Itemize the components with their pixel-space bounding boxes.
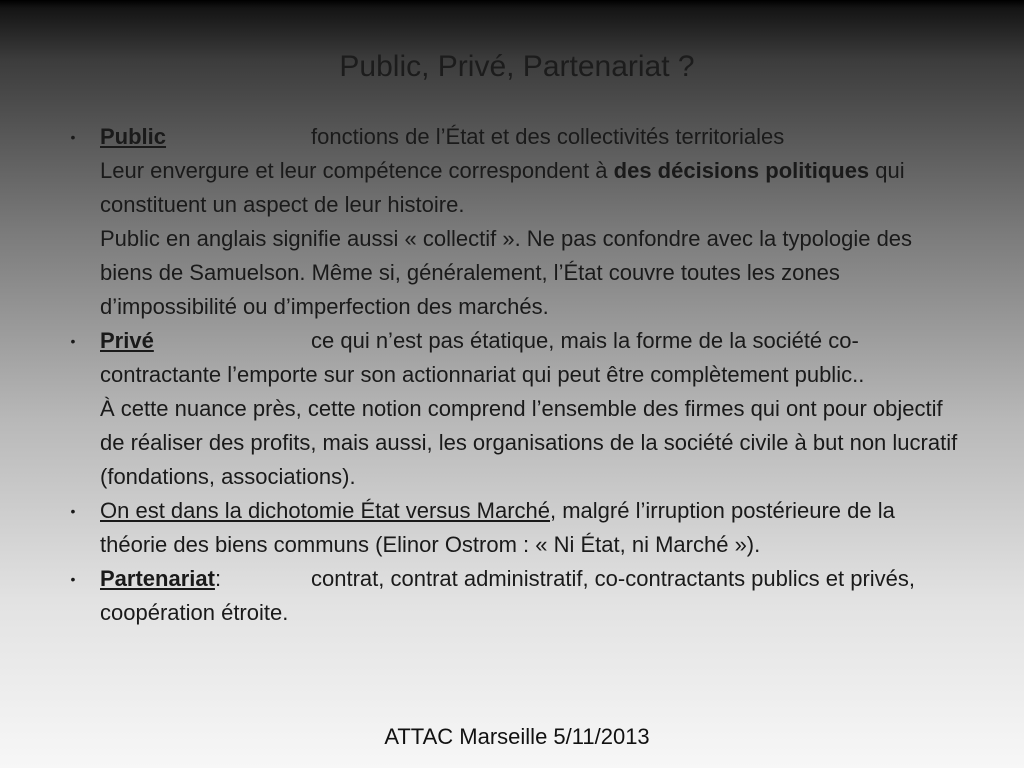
bullet-list — [66, 120, 966, 630]
public-text-b: qui constituent un aspect de leur histoire. — [100, 158, 905, 217]
bullet-partenariat-line1 — [100, 562, 966, 630]
bullet-public — [66, 120, 966, 324]
bullet-prive-line2: À cette nuance près, cette notion comprend l’ensemble des firmes qui ont pour objectif de réaliser des profits, mais aussi, les organisations de la société civile à but non lucratif (fondations, associations). — [100, 396, 958, 489]
definition-partenariat: contrat, contrat administratif, co-contractants publics et privés, coopération étroite. — [100, 566, 916, 625]
bullet-public-line3: Public en anglais signifie aussi « collectif ». Ne pas confondre avec la typologie des biens de Samuelson. Même si, généralement, l’État couvre toutes les zones d’impossibilité ou d’imperfection des marchés. — [100, 226, 913, 319]
public-bold-phrase: des décisions politiques — [613, 158, 870, 183]
bullet-dot: • — [70, 503, 76, 519]
definition-public: fonctions de l’État et des collectivités territoriales — [311, 124, 785, 149]
bullet-dot: • — [70, 571, 76, 587]
bullet-prive — [66, 324, 966, 494]
bullet-dot: • — [70, 333, 76, 349]
term-partenariat: Partenariat — [100, 566, 215, 591]
bullet-dot: • — [70, 129, 76, 145]
bullet-dichotomie-text — [100, 494, 966, 562]
term-partenariat-wrap — [100, 562, 311, 596]
definition-prive: ce qui n’est pas étatique, mais la forme de la société co-contractante l’emporte sur son actionnariat qui peut être complètement public.. — [100, 328, 865, 387]
bullet-public-line2 — [100, 154, 966, 222]
term-colon: : — [214, 566, 222, 591]
bullet-public-line1 — [100, 120, 966, 154]
public-text-a: Leur envergure et leur compétence correspondent à — [100, 158, 614, 183]
term-prive: Privé — [100, 328, 154, 353]
dichotomie-underlined: On est dans la dichotomie État versus Marché — [100, 498, 550, 523]
bullet-partenariat — [66, 562, 966, 630]
bullet-prive-line1 — [100, 324, 966, 392]
bullet-dichotomie — [66, 494, 966, 562]
footer-text: ATTAC Marseille 5/11/2013 — [384, 724, 650, 749]
term-public: Public — [100, 124, 167, 149]
slide-title: Public, Privé, Partenariat ? — [339, 50, 695, 83]
dichotomie-rest: , malgré l’irruption postérieure de la théorie des biens communs (Elinor Ostrom : « Ni État, ni Marché »). — [100, 498, 895, 557]
